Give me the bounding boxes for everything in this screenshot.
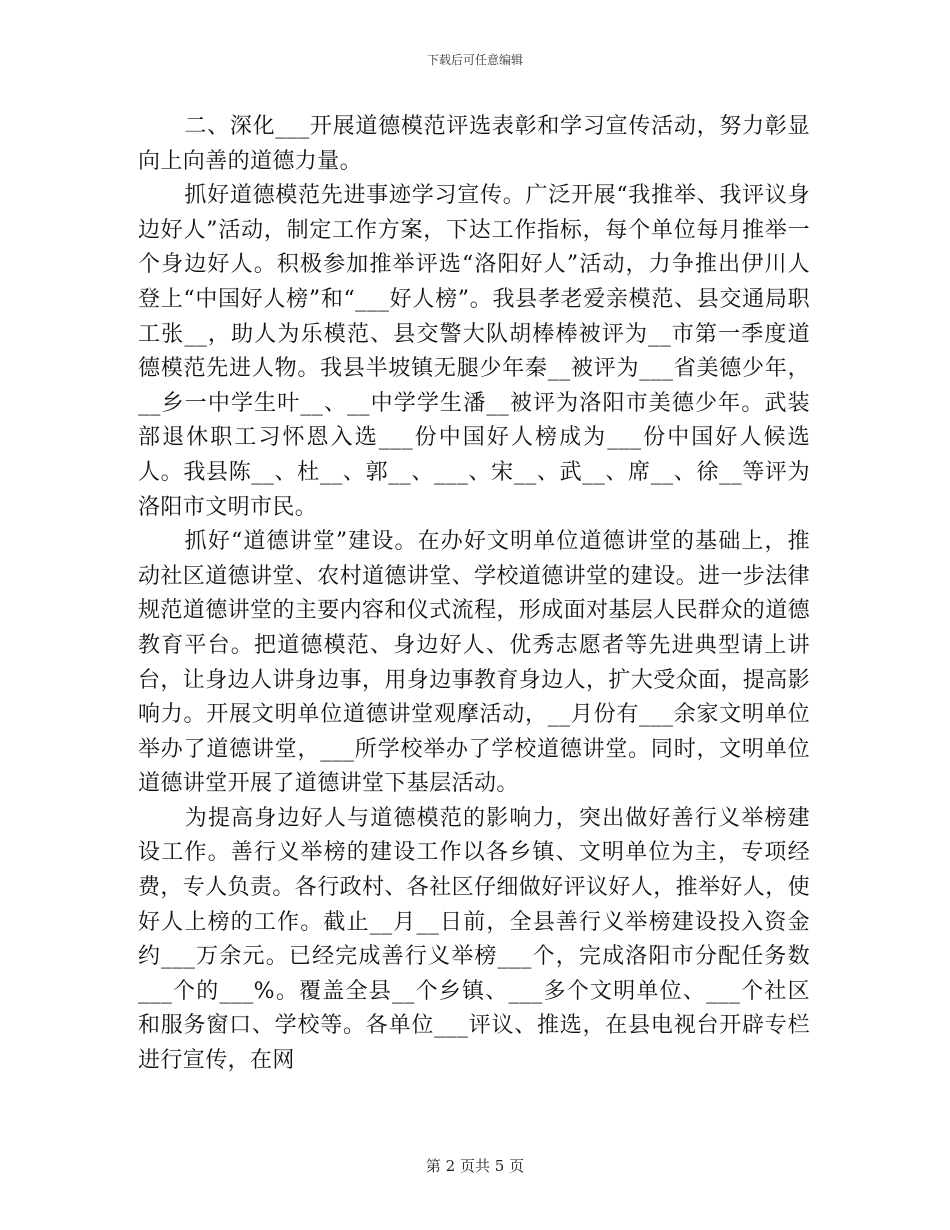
paragraph-3	[138, 525, 810, 802]
document-body	[138, 110, 810, 1079]
paragraph-text: 二、深化___开展道德模范评选表彰和学习宣传活动，努力彰显向上向善的道德力量。	[138, 114, 810, 174]
paragraph-4	[138, 802, 810, 1079]
paragraph-2	[138, 179, 810, 525]
paragraph-text: 抓好“道德讲堂”建设。在办好文明单位道德讲堂的基础上，推动社区道德讲堂、农村道德讲堂、学校道德讲堂的建设。进一步法律规范道德讲堂的主要内容和仪式流程，形成面对基层人民群众的道德教育平台。把道德模范、身边好人、优秀志愿者等先进典型请上讲台，让身边人讲身边事，用身边事教育身边人，扩大受众面，提高影响力。开展文明单位道德讲堂观摩活动，__月份有___余家文明单位举办了道德讲堂，___所学校举办了学校道德讲堂。同时，文明单位道德讲堂开展了道德讲堂下基层活动。	[138, 529, 811, 797]
paragraph-text: 抓好道德模范先进事迹学习宣传。广泛开展“我推举、我评议身边好人”活动，制定工作方案，下达工作指标，每个单位每月推举一个身边好人。积极参加推举评选“洛阳好人”活动，力争推出伊川人登上“中国好人榜”和“___好人榜”。我县孝老爱亲模范、县交通局职工张__，助人为乐模范、县交警大队胡棒棒被评为__市第一季度道德模范先进人物。我县半坡镇无腿少年秦__被评为___省美德少年，__乡一中学生叶__、__中学学生潘__被评为洛阳市美德少年。武装部退休职工习怀恩入选___份中国好人榜成为___份中国好人候选人。我县陈__、杜__、郭__、___、宋__、武__、席__、徐__等评为洛阳市文明市民。	[138, 183, 810, 520]
paragraph-1	[138, 110, 810, 179]
page-number: 第 2 页共 5 页	[425, 1157, 525, 1175]
page-header-note: 下载后可任意编辑	[426, 53, 523, 67]
paragraph-text: 为提高身边好人与道德模范的影响力，突出做好善行义举榜建设工作。善行义举榜的建设工作以各乡镇、文明单位为主，专项经费，专人负责。各行政村、各社区仔细做好评议好人，推举好人，使好人上榜的工作。截止__月__日前，全县善行义举榜建设投入资金约___万余元。已经完成善行义举榜___个，完成洛阳市分配任务数___个的___%。覆盖全县__个乡镇、___多个文明单位、___个社区和服务窗口、学校等。各单位___评议、推选，在县电视台开辟专栏进行宣传，在网	[138, 805, 811, 1074]
